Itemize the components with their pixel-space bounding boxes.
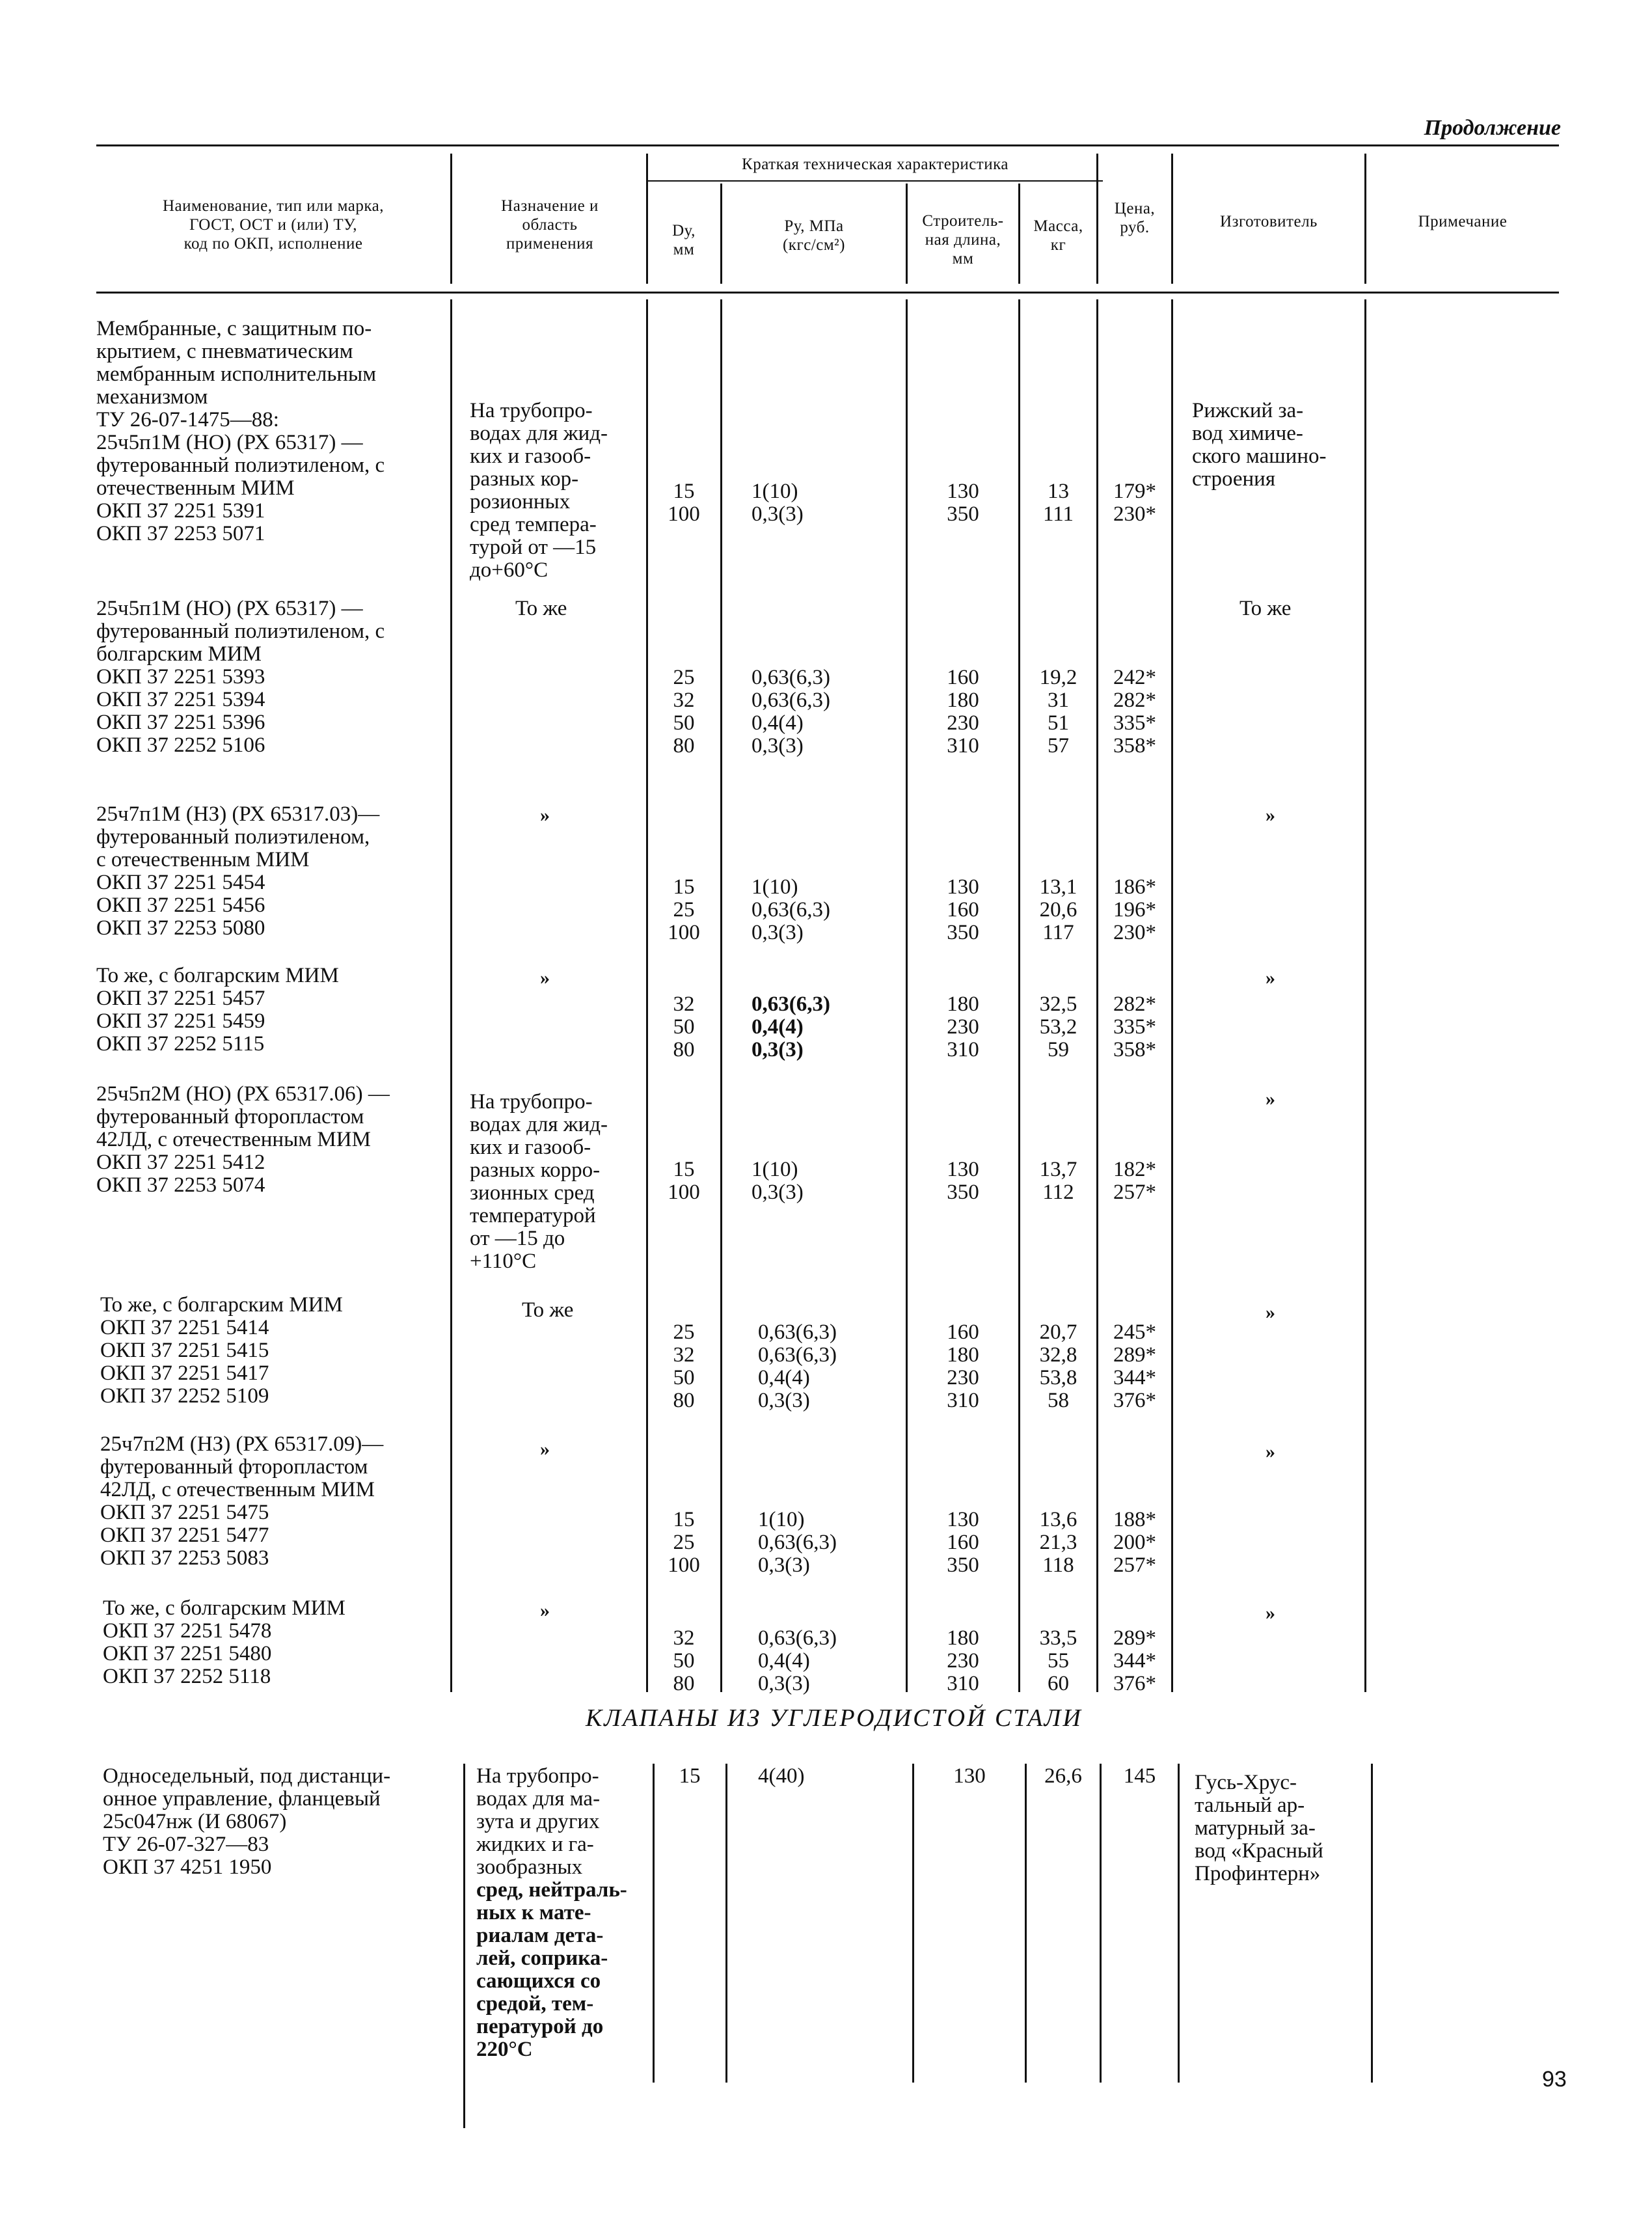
section-row-purpose-line: сающихся со bbox=[476, 1969, 601, 1993]
row-8-price: 289* 344* 376* bbox=[1113, 1626, 1156, 1695]
row-1-name: Мембранные, с защитным по- крытием, с пневматическим мембранным исполнительным механизмом ТУ 26-07-1475—88: 25ч5п1М (НО) (РХ 65317) — футерованный полиэтиленом, с отечественным МИМ ОКП 37 2251 5391 ОКП 37 2253 5071 bbox=[96, 317, 385, 545]
row-2-purpose: То же bbox=[515, 597, 567, 620]
row-7-py: 1(10) 0,63(6,3) 0,3(3) bbox=[758, 1508, 837, 1577]
row-1-purpose: На трубопро- водах для жид- ких и газооб- разных кор- розионных сред темпера- турой от —15 до+60°С bbox=[470, 399, 608, 582]
row-4-py: 0,63(6,3) 0,4(4) 0,3(3) bbox=[752, 992, 830, 1061]
row-1-mass: 13 111 bbox=[1042, 480, 1074, 526]
row-2-maker: То же bbox=[1239, 597, 1292, 620]
row-8-py: 0,63(6,3) 0,4(4) 0,3(3) bbox=[758, 1626, 837, 1695]
row-3-py: 1(10) 0,63(6,3) 0,3(3) bbox=[752, 875, 830, 944]
section-divider bbox=[653, 1764, 655, 2083]
row-4-price: 282* 335* 358* bbox=[1113, 992, 1156, 1061]
row-5-maker: » bbox=[1266, 1088, 1275, 1110]
header-mass: Масса, кг bbox=[1033, 217, 1083, 254]
row-4-maker: » bbox=[1266, 967, 1275, 989]
section-row-purpose-line: зообразных bbox=[476, 1855, 583, 1879]
section-row-purpose-line: жидких и га- bbox=[476, 1833, 594, 1856]
row-6-mass: 20,7 32,8 53,8 58 bbox=[1039, 1320, 1077, 1412]
section-row-purpose-line: 220°С bbox=[476, 2038, 533, 2061]
section-row-purpose-line: зута и других bbox=[476, 1810, 600, 1833]
row-8-dy: 32 50 80 bbox=[673, 1626, 695, 1695]
section-row-purpose-line: средой, тем- bbox=[476, 1992, 594, 2016]
header-divider bbox=[450, 154, 452, 284]
row-4-length: 180 230 310 bbox=[947, 992, 979, 1061]
row-6-purpose: То же bbox=[522, 1298, 574, 1322]
row-5-dy: 15 100 bbox=[668, 1158, 700, 1204]
section-row-purpose-line: сред, нейтраль- bbox=[476, 1878, 627, 1902]
row-2-dy: 25 32 50 80 bbox=[673, 666, 695, 758]
header-price: Цена, руб. bbox=[1114, 200, 1156, 236]
section-divider bbox=[725, 1764, 727, 2083]
header-dy: Dу, мм bbox=[672, 222, 696, 258]
row-5-price: 182* 257* bbox=[1113, 1158, 1156, 1204]
row-5-purpose: На трубопро- водах для жид- ких и газооб- разных корро- зионных сред температурой от —15 до +110°С bbox=[470, 1090, 608, 1273]
row-8-mass: 33,5 55 60 bbox=[1039, 1626, 1077, 1695]
section-row-purpose-line: риалам дета- bbox=[476, 1924, 604, 1947]
row-2-price: 242* 282* 335* 358* bbox=[1113, 666, 1156, 758]
section-row-purpose-top bbox=[476, 1765, 627, 2061]
row-1-length: 130 350 bbox=[947, 480, 979, 526]
row-6-maker: » bbox=[1266, 1302, 1275, 1323]
section-row-purpose-line: лей, соприка- bbox=[476, 1947, 608, 1970]
row-6-length: 160 180 230 310 bbox=[947, 1320, 979, 1412]
row-4-purpose: » bbox=[540, 967, 550, 989]
row-1-dy: 15 100 bbox=[668, 480, 700, 526]
row-6-price: 245* 289* 344* 376* bbox=[1113, 1320, 1156, 1412]
row-4-name: То же, с болгарским МИМ ОКП 37 2251 5457 ОКП 37 2251 5459 ОКП 37 2252 5115 bbox=[96, 964, 339, 1056]
section-row-purpose-line: На трубопро- bbox=[476, 1764, 599, 1788]
section-row-purpose-line: пературой до bbox=[476, 2015, 604, 2038]
section-row-purpose-line: водах для ма- bbox=[476, 1787, 601, 1811]
header-name: Наименование, тип или марка, ГОСТ, ОСТ и (или) ТУ, код по ОКП, исполнение bbox=[162, 197, 385, 253]
row-3-dy: 15 25 100 bbox=[668, 875, 700, 944]
section-row-length: 130 bbox=[953, 1764, 986, 1788]
body-divider bbox=[1364, 299, 1366, 1692]
row-2-py: 0,63(6,3) 0,63(6,3) 0,4(4) 0,3(3) bbox=[752, 666, 830, 758]
section-row-price: 145 bbox=[1123, 1764, 1156, 1788]
row-1-py: 1(10) 0,3(3) bbox=[752, 480, 804, 526]
header-note: Примечание bbox=[1418, 213, 1508, 230]
row-5-mass: 13,7 112 bbox=[1039, 1158, 1077, 1204]
section-divider bbox=[1100, 1764, 1102, 2083]
body-divider bbox=[450, 299, 452, 1692]
row-3-maker: » bbox=[1266, 804, 1275, 826]
section-divider bbox=[912, 1764, 914, 2083]
row-7-maker: » bbox=[1266, 1441, 1275, 1462]
row-2-mass: 19,2 31 51 57 bbox=[1039, 666, 1077, 758]
row-6-py: 0,63(6,3) 0,63(6,3) 0,4(4) 0,3(3) bbox=[758, 1320, 837, 1412]
section-row-purpose-line: ных к мате- bbox=[476, 1901, 591, 1924]
row-1-maker: Рижский за- вод химиче- ского машино- строения bbox=[1192, 399, 1327, 491]
header-top-rule bbox=[96, 144, 1559, 146]
row-6-dy: 25 32 50 80 bbox=[673, 1320, 695, 1412]
row-4-dy: 32 50 80 bbox=[673, 992, 695, 1061]
header-bottom-rule bbox=[96, 292, 1559, 294]
row-8-purpose: » bbox=[540, 1600, 550, 1621]
row-7-length: 130 160 350 bbox=[947, 1508, 979, 1577]
row-7-name: 25ч7п2М (НЗ) (РХ 65317.09)— футерованный фторопластом 42ЛД, с отечественным МИМ ОКП 37 2251 5475 ОКП 37 2251 5477 ОКП 37 2253 5083 bbox=[100, 1432, 384, 1570]
section-title: КЛАПАНЫ ИЗ УГЛЕРОДИСТОЙ СТАЛИ bbox=[586, 1704, 1083, 1732]
row-6-name: То же, с болгарским МИМ ОКП 37 2251 5414 ОКП 37 2251 5415 ОКП 37 2251 5417 ОКП 37 2252 5109 bbox=[100, 1293, 343, 1408]
row-3-length: 130 160 350 bbox=[947, 875, 979, 944]
row-3-name: 25ч7п1М (НЗ) (РХ 65317.03)— футерованный полиэтиленом, с отечественным МИМ ОКП 37 2251 5454 ОКП 37 2251 5456 ОКП 37 2253 5080 bbox=[96, 802, 380, 940]
header-maker: Изготовитель bbox=[1220, 213, 1318, 230]
row-7-purpose: » bbox=[540, 1438, 550, 1460]
row-3-price: 186* 196* 230* bbox=[1113, 875, 1156, 944]
row-5-name: 25ч5п2М (НО) (РХ 65317.06) — футерованный фторопластом 42ЛД, с отечественным МИМ ОКП 37 2251 5412 ОКП 37 2253 5074 bbox=[96, 1082, 390, 1197]
row-7-price: 188* 200* 257* bbox=[1113, 1508, 1156, 1577]
section-divider bbox=[1178, 1764, 1180, 2083]
row-4-mass: 32,5 53,2 59 bbox=[1039, 992, 1077, 1061]
row-8-maker: » bbox=[1266, 1602, 1275, 1624]
body-divider bbox=[1171, 299, 1173, 1692]
body-divider bbox=[720, 299, 722, 1692]
section-row-dy: 15 bbox=[679, 1764, 701, 1788]
section-divider bbox=[463, 1764, 465, 2128]
section-row-maker: Гусь-Хрус- тальный ар- матурный за- вод «Красный Профинтерн» bbox=[1195, 1771, 1323, 1885]
section-row-name: Односедельный, под дистанци- онное управление, фланцевый 25с047нж (И 68067) ТУ 26-07-327—83 ОКП 37 4251 1950 bbox=[103, 1764, 391, 1879]
header-length: Строитель- ная длина, мм bbox=[922, 212, 1004, 267]
row-3-purpose: » bbox=[540, 804, 550, 826]
row-7-dy: 15 25 100 bbox=[668, 1508, 700, 1577]
header-tech-group: Краткая техническая характеристика bbox=[742, 156, 1009, 173]
row-7-mass: 13,6 21,3 118 bbox=[1039, 1508, 1077, 1577]
row-3-mass: 13,1 20,6 117 bbox=[1039, 875, 1077, 944]
tech-group-rule bbox=[647, 180, 1103, 182]
page-number: 93 bbox=[1542, 2067, 1567, 2092]
section-divider bbox=[1025, 1764, 1027, 2083]
row-8-name: То же, с болгарским МИМ ОКП 37 2251 5478 ОКП 37 2251 5480 ОКП 37 2252 5118 bbox=[103, 1596, 345, 1688]
header-purpose: Назначение и область применения bbox=[501, 197, 599, 253]
header-py: Pу, МПа (кгс/см²) bbox=[782, 217, 845, 254]
row-5-py: 1(10) 0,3(3) bbox=[752, 1158, 804, 1204]
row-2-length: 160 180 230 310 bbox=[947, 666, 979, 758]
section-row-mass: 26,6 bbox=[1044, 1764, 1082, 1788]
continuation-label: Продолжение bbox=[1424, 116, 1561, 140]
section-divider bbox=[1371, 1764, 1373, 2083]
section-row-py: 4(40) bbox=[758, 1764, 805, 1788]
row-8-length: 180 230 310 bbox=[947, 1626, 979, 1695]
row-5-length: 130 350 bbox=[947, 1158, 979, 1204]
row-2-name: 25ч5п1М (НО) (РХ 65317) — футерованный полиэтиленом, с болгарским МИМ ОКП 37 2251 5393 ОКП 37 2251 5394 ОКП 37 2251 5396 ОКП 37 2252 5106 bbox=[96, 597, 385, 757]
row-1-price: 179* 230* bbox=[1113, 480, 1156, 526]
